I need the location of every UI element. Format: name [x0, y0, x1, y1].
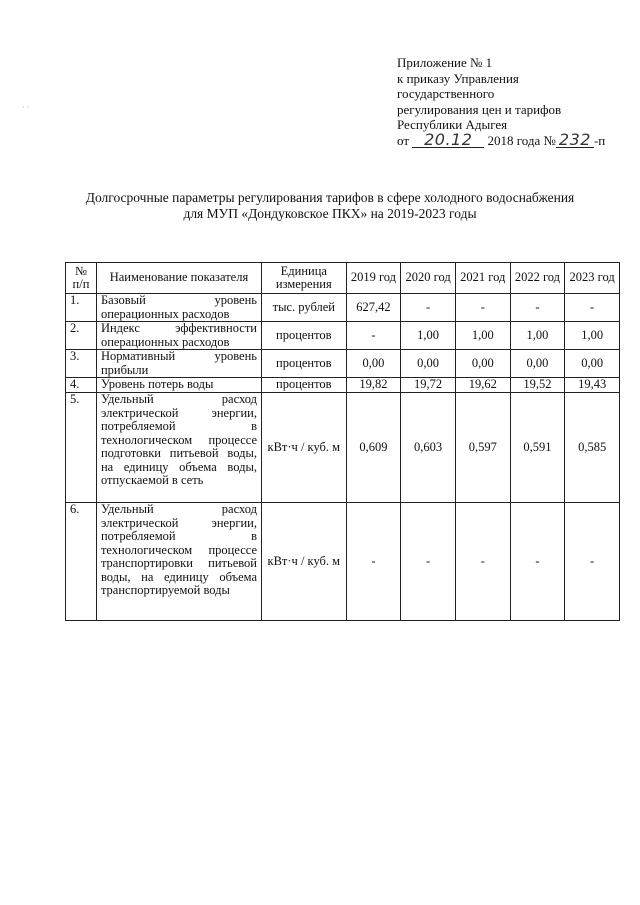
value-2021: 0,00: [455, 350, 510, 378]
appendix-line-1: Приложение № 1: [397, 55, 493, 70]
value-2019: 0,00: [346, 350, 401, 378]
handwritten-date: 20.12: [424, 129, 473, 149]
value-2023: 0,585: [565, 393, 620, 503]
header-2021: 2021 год: [455, 263, 510, 294]
table-row: [66, 393, 620, 503]
parameters-table: [65, 262, 620, 621]
row-unit: кВт·ч / куб. м: [262, 503, 347, 621]
header-2023: 2023 год: [565, 263, 620, 294]
row-name: Уровень потерь воды: [96, 378, 261, 393]
table-row: [66, 350, 620, 378]
value-2022: -: [510, 294, 565, 322]
title-line-1: Долгосрочные параметры регулирования тарифов в сфере холодного водоснабжения: [85, 190, 575, 205]
scan-speck: · ·: [22, 103, 30, 112]
header-2020: 2020 год: [401, 263, 456, 294]
appendix-line-2: к приказу Управления: [397, 70, 519, 86]
row-unit: процентов: [262, 350, 347, 378]
value-2020: 1,00: [401, 322, 456, 350]
row-unit: процентов: [262, 378, 347, 393]
row-num: 2.: [66, 322, 97, 350]
row-num: 4.: [66, 378, 97, 393]
value-2020: 19,72: [401, 378, 456, 393]
value-2019: -: [346, 503, 401, 621]
value-2023: -: [565, 503, 620, 621]
row-num: 3.: [66, 350, 97, 378]
appendix-line-3: государственного: [397, 86, 495, 101]
table-row: [66, 503, 620, 621]
value-2021: -: [455, 294, 510, 322]
header-2019: 2019 год: [346, 263, 401, 294]
row-name: Удельный расход электрической энергии, потребляемой в технологическом процессе подготовки питьевой воды, на единицу объема воды, отпускаемой в сеть: [96, 393, 261, 503]
value-2020: 0,00: [401, 350, 456, 378]
table-header-row: [66, 263, 620, 294]
date-middle: 2018 года №: [487, 132, 556, 148]
appendix-line-4: регулирования цен и тарифов: [397, 101, 562, 117]
table-row: [66, 322, 620, 350]
value-2023: 0,00: [565, 350, 620, 378]
value-2021: 1,00: [455, 322, 510, 350]
row-name: Нормативный уровень прибыли: [96, 350, 261, 378]
value-2020: -: [401, 294, 456, 322]
value-2020: 0,603: [401, 393, 456, 503]
row-name: Удельный расход электрической энергии, потребляемой в технологическом процессе транспортировки питьевой воды, на единицу объема транспортируемой воды: [96, 503, 261, 621]
table-row: [66, 294, 620, 322]
header-2022: 2022 год: [510, 263, 565, 294]
header-name: Наименование показателя: [96, 263, 261, 294]
handwritten-number: 232: [558, 129, 591, 149]
value-2022: 19,52: [510, 378, 565, 393]
row-num: 1.: [66, 294, 97, 322]
value-2021: 19,62: [455, 378, 510, 393]
title-line-2: для МУП «Дондуковское ПКХ» на 2019-2023 годы: [183, 206, 477, 221]
date-prefix: от: [397, 132, 410, 148]
value-2019: -: [346, 322, 401, 350]
value-2023: 1,00: [565, 322, 620, 350]
value-2023: 19,43: [565, 378, 620, 393]
document-title: [40, 190, 620, 222]
row-unit: кВт·ч / куб. м: [262, 393, 347, 503]
number-suffix: -п: [593, 132, 606, 148]
table-row: [66, 378, 620, 393]
appendix-header: [397, 55, 632, 148]
value-2022: 0,591: [510, 393, 565, 503]
value-2019: 627,42: [346, 294, 401, 322]
row-name: Базовый уровень операционных расходов: [96, 294, 261, 322]
row-unit: процентов: [262, 322, 347, 350]
row-unit: тыс. рублей: [262, 294, 347, 322]
row-num: 5.: [66, 393, 97, 503]
value-2019: 0,609: [346, 393, 401, 503]
header-num: № п/п: [66, 263, 97, 294]
value-2022: 0,00: [510, 350, 565, 378]
value-2021: 0,597: [455, 393, 510, 503]
appendix-date-line: [397, 129, 632, 149]
appendix-line-5: Республики Адыгея: [397, 117, 508, 132]
row-name: Индекс эффективности операционных расходов: [96, 322, 261, 350]
value-2022: -: [510, 503, 565, 621]
row-num: 6.: [66, 503, 97, 621]
header-unit: Единица измерения: [262, 263, 347, 294]
value-2019: 19,82: [346, 378, 401, 393]
value-2020: -: [401, 503, 456, 621]
value-2022: 1,00: [510, 322, 565, 350]
value-2023: -: [565, 294, 620, 322]
value-2021: -: [455, 503, 510, 621]
